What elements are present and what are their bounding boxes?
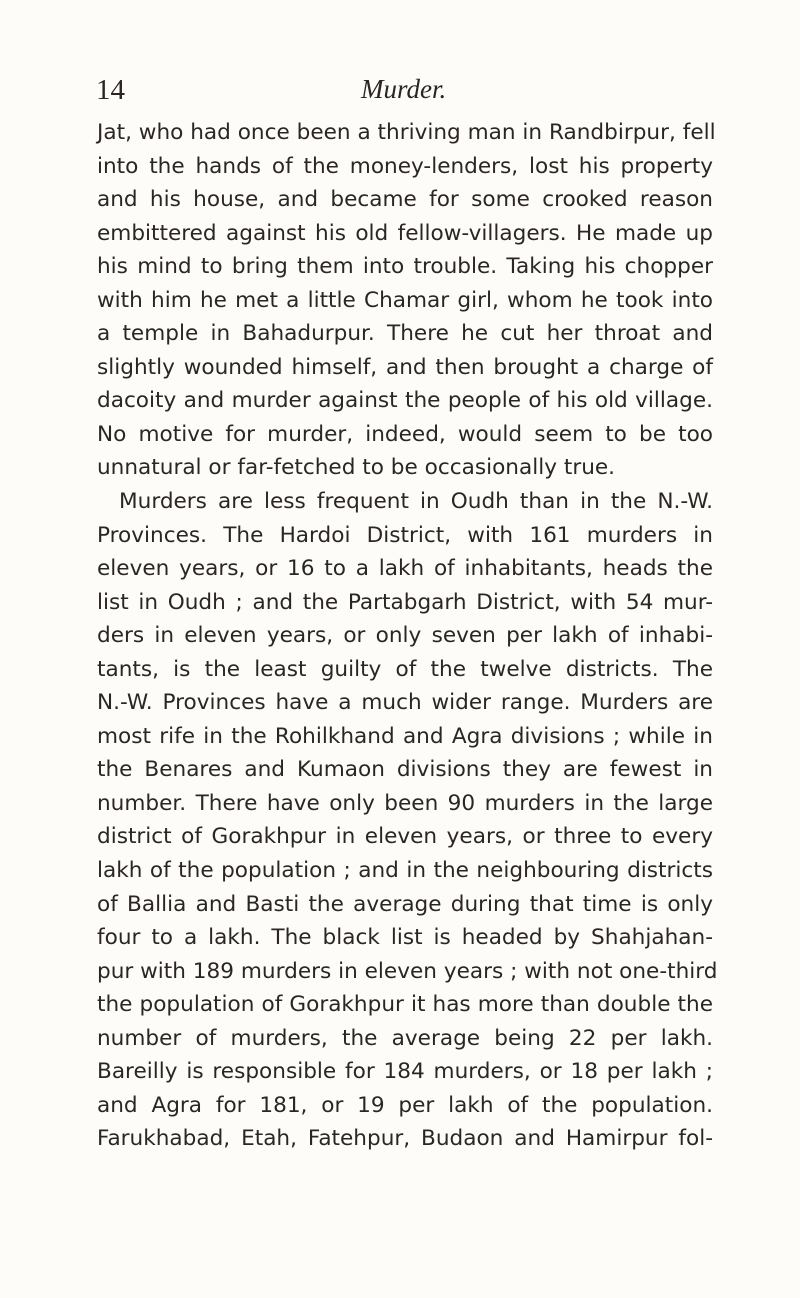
text-line: number. There have only been 90 murders in the large bbox=[97, 790, 713, 816]
text-line: and his house, and became for some crooked reason bbox=[97, 187, 713, 213]
text-line: district of Gorakhpur in eleven years, or three to every bbox=[97, 824, 713, 850]
text-line: embittered against his old fellow-villagers. He made up bbox=[97, 220, 713, 246]
text-line: the population of Gorakhpur it has more than double the bbox=[97, 992, 713, 1018]
page-header bbox=[96, 74, 716, 114]
text-line: and Agra for 181, or 19 per lakh of the population. bbox=[97, 1092, 713, 1118]
text-line: N.-W. Provinces have a much wider range. Murders are bbox=[97, 690, 713, 716]
text-line: Farukhabad, Etah, Fatehpur, Budaon and Hamirpur fol- bbox=[97, 1126, 713, 1152]
running-head: Murder. bbox=[361, 74, 447, 104]
text-line: the Benares and Kumaon divisions they are fewest in bbox=[97, 757, 713, 783]
text-line: four to a lakh. The black list is headed by Shahjahan- bbox=[97, 925, 713, 951]
text-line: his mind to bring them into trouble. Taking his chopper bbox=[97, 254, 713, 280]
body-text bbox=[97, 116, 718, 1156]
text-line: Jat, who had once been a thriving man in Randbirpur, fell bbox=[97, 120, 716, 145]
text-line: Provinces. The Hardoi District, with 161 murders in bbox=[97, 522, 713, 548]
text-line: lakh of the population ; and in the neighbouring districts bbox=[97, 858, 713, 884]
text-line: ders in eleven years, or only seven per lakh of inhabi- bbox=[97, 623, 713, 649]
text-line: of Ballia and Basti the average during that time is only bbox=[97, 891, 713, 917]
text-line: slightly wounded himself, and then brought a charge of bbox=[97, 354, 713, 380]
text-line: with him he met a little Chamar girl, whom he took into bbox=[97, 287, 713, 313]
text-line: No motive for murder, indeed, would seem to be too bbox=[97, 421, 713, 447]
text-line: most rife in the Rohilkhand and Agra divisions ; while in bbox=[97, 723, 713, 749]
text-line: a temple in Bahadurpur. There he cut her throat and bbox=[97, 321, 713, 347]
text-line: dacoity and murder against the people of his old village. bbox=[97, 388, 713, 414]
text-line: unnatural or far-fetched to be occasionally true. bbox=[97, 455, 616, 481]
text-line: tants, is the least guilty of the twelve districts. The bbox=[97, 656, 713, 682]
text-line: Bareilly is responsible for 184 murders, or 18 per lakh ; bbox=[97, 1059, 713, 1085]
text-line: pur with 189 murders in eleven years ; with not one-third bbox=[97, 958, 718, 984]
text-line: list in Oudh ; and the Partabgarh District, with 54 mur- bbox=[97, 589, 713, 615]
paragraph-start-line: Murders are less frequent in Oudh than in the N.-W. bbox=[119, 489, 713, 515]
text-line: number of murders, the average being 22 per lakh. bbox=[97, 1025, 713, 1051]
text-line: into the hands of the money-lenders, lost his property bbox=[97, 153, 713, 179]
page-number: 14 bbox=[96, 74, 125, 106]
text-line: eleven years, or 16 to a lakh of inhabitants, heads the bbox=[97, 556, 713, 582]
